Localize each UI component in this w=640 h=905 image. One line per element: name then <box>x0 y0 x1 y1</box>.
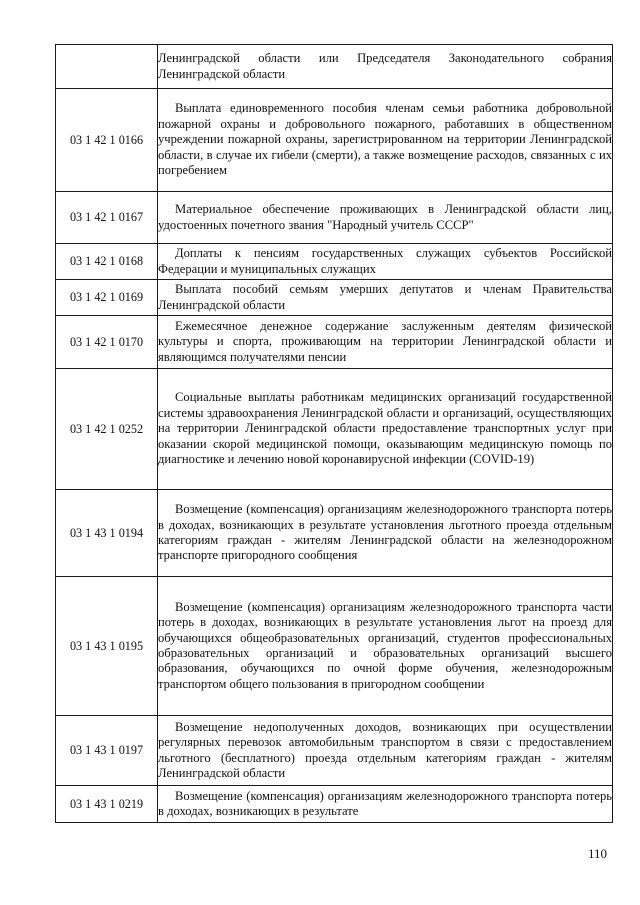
row-description: Возмещение недополученных доходов, возникающих при осуществлении регулярных перевозок автомобильным транспортом в связи с предоставлением льготного (бесплатного) проезда отдельным категориям граждан - жителям Ленинградской области <box>158 716 613 786</box>
table-row <box>56 316 613 369</box>
row-description: Материальное обеспечение проживающих в Ленинградской области лиц, удостоенных почетного звания "Народный учитель СССР" <box>158 192 613 244</box>
row-code: 03 1 42 1 0168 <box>56 244 158 280</box>
row-description: Ленинградской области или Председателя Законодательного собрания Ленинградской области <box>158 45 613 89</box>
row-code: 03 1 43 1 0219 <box>56 786 158 823</box>
row-code: 03 1 42 1 0252 <box>56 369 158 490</box>
table-row <box>56 490 613 577</box>
table-row <box>56 716 613 786</box>
row-code: 03 1 42 1 0169 <box>56 280 158 316</box>
row-description: Возмещение (компенсация) организациям железнодорожного транспорта части потерь в доходах, возникающих в результате установления льгот на проезд для обучающихся общеобразовательных организаций, студентов профессиональных образовательных организаций и образовательных организаций высшего образования, обучающихся по очной форме обучения, железнодорожным транспортом общего пользования в пригородном сообщении <box>158 577 613 716</box>
row-code: 03 1 43 1 0197 <box>56 716 158 786</box>
row-description: Ежемесячное денежное содержание заслуженным деятелям физической культуры и спорта, проживающим на территории Ленинградской области и являющимся получателями пенсии <box>158 316 613 369</box>
row-code: 03 1 43 1 0194 <box>56 490 158 577</box>
row-description: Возмещение (компенсация) организациям железнодорожного транспорта потерь в доходах, возникающих в результате <box>158 786 613 823</box>
table-row <box>56 280 613 316</box>
table-row <box>56 577 613 716</box>
row-description: Выплата единовременного пособия членам семьи работника добровольной пожарной охраны и добровольного пожарного, работавших в общественном учреждении пожарной охраны, зарегистрированном на территории Ленинградской области, в случае их гибели (смерти), а также возмещение расходов, связанных с их погребением <box>158 89 613 192</box>
table-row <box>56 89 613 192</box>
row-code: 03 1 43 1 0195 <box>56 577 158 716</box>
row-description: Доплаты к пенсиям государственных служащих субъектов Российской Федерации и муниципальных служащих <box>158 244 613 280</box>
row-description: Возмещение (компенсация) организациям железнодорожного транспорта потерь в доходах, возникающих в результате установления льготного проезда отдельным категориям граждан - жителям Ленинградской области на железнодорожном транспорте пригородного сообщения <box>158 490 613 577</box>
table-row <box>56 45 613 89</box>
budget-codes-table <box>55 44 613 823</box>
row-code: 03 1 42 1 0170 <box>56 316 158 369</box>
row-description: Выплата пособий семьям умерших депутатов и членам Правительства Ленинградской области <box>158 280 613 316</box>
table-row <box>56 244 613 280</box>
table-row <box>56 369 613 490</box>
table-row <box>56 192 613 244</box>
row-code: 03 1 42 1 0167 <box>56 192 158 244</box>
table-row <box>56 786 613 823</box>
row-code: 03 1 42 1 0166 <box>56 89 158 192</box>
row-description: Социальные выплаты работникам медицинских организаций государственной системы здравоохранения Ленинградской области и организаций, осуществляющих на территории Ленинградской области предоставление транспортных услуг при оказании скорой медицинской помощи, оказывающим медицинскую помощь по диагностике и лечению новой коронавирусной инфекции (COVID-19) <box>158 369 613 490</box>
row-code <box>56 45 158 89</box>
page-number: 110 <box>587 846 607 861</box>
